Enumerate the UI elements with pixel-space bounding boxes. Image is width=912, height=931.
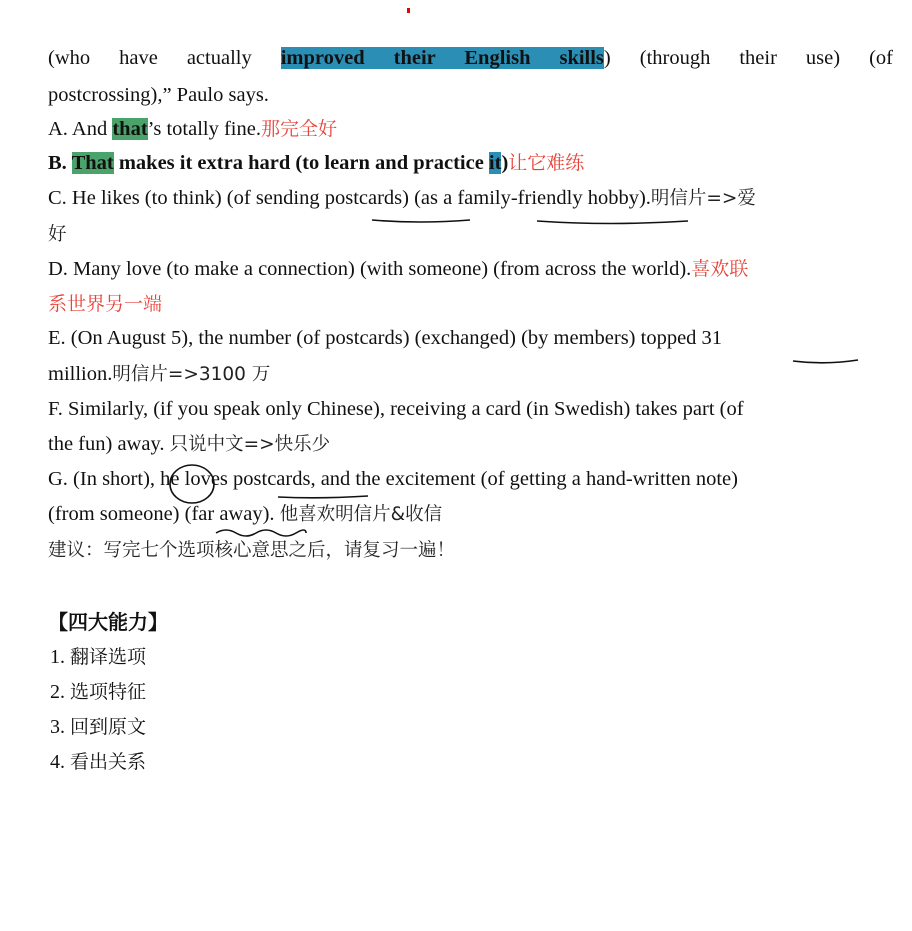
option-d-text: D. Many love (to make a connection) (with someone) (from across the world).: [48, 258, 692, 280]
red-mark: [407, 8, 410, 13]
ability-number: 3.: [50, 716, 65, 738]
ability-item: [50, 643, 146, 671]
option-f: F. Similarly, (if you speak only Chinese), receiving a card (in Swedish) takes part (of: [48, 398, 744, 420]
highlight-that-b: That: [71, 152, 114, 174]
option-e-line-2: [48, 360, 270, 389]
option-c-note: 明信片=>爱: [650, 188, 756, 209]
option-g-line-2: [48, 500, 442, 529]
passage-line-2: postcrossing),” Paulo says.: [48, 84, 269, 106]
option-a: [48, 115, 337, 143]
option-c: [48, 184, 756, 213]
advice-line: [48, 536, 455, 565]
option-b-prefix: B.: [48, 152, 72, 174]
underline-postcards: [372, 220, 470, 222]
option-g-text-2: (from someone) (far away).: [48, 503, 275, 525]
option-g: G. (In short), he loves postcards, and the excitement (of getting a hand-written note): [48, 468, 738, 490]
option-d-note-2: 系世界另一端: [48, 293, 163, 315]
option-a-note: 那完全好: [260, 118, 337, 140]
option-a-prefix: A. And: [48, 118, 113, 140]
ability-number: 2.: [50, 681, 65, 703]
underline-topped: [793, 360, 858, 363]
option-b-note: 让它难练: [508, 152, 585, 174]
advice-text: 建议：写完七个选项核心意思之后，请复习一遍！: [48, 540, 456, 561]
option-d-line-2: [48, 290, 162, 318]
highlight-it: it: [488, 152, 502, 174]
passage-text: (who have actually: [48, 47, 281, 69]
ability-text: 回到原文: [70, 716, 147, 738]
ability-item: [50, 678, 146, 706]
ability-number: 4.: [50, 751, 65, 773]
option-f-note: 只说中文=>快乐少: [169, 434, 331, 455]
option-e: E. (On August 5), the number (of postcards) (exchanged) (by members) topped 31: [48, 327, 723, 349]
underline-family-friendly: [537, 221, 688, 224]
option-c-line-2: [48, 220, 67, 249]
highlighted-phrase: improved their English skills: [280, 47, 604, 69]
option-b-text: makes it extra hard (to learn and practice: [113, 152, 489, 174]
ability-item: [50, 713, 146, 741]
option-d: [48, 255, 748, 283]
option-f-line-2: [48, 430, 330, 459]
underline-postcards-g: [278, 496, 368, 498]
highlight-that: that: [112, 118, 148, 140]
option-b-close: ): [501, 152, 509, 174]
option-e-note: 明信片=>3100 万: [112, 364, 271, 385]
option-e-text-2: million.: [48, 363, 113, 385]
option-a-text: ’s totally fine.: [147, 118, 261, 140]
option-d-note: 喜欢联: [691, 258, 749, 280]
ability-number: 1.: [50, 646, 65, 668]
abilities-heading: 【四大能力】: [48, 610, 168, 634]
ability-text: 翻译选项: [70, 646, 147, 668]
ability-text: 选项特征: [70, 681, 147, 703]
option-b: [48, 149, 584, 177]
ability-item: [50, 748, 146, 776]
passage-line-1: [48, 44, 893, 72]
ability-text: 看出关系: [70, 751, 147, 773]
passage-text: ) (through their use) (of: [603, 47, 893, 69]
option-c-text: C. He likes (to think) (of sending postcards) (as a family-friendly hobby).: [48, 187, 651, 209]
option-c-note-2: 好: [48, 224, 67, 245]
option-g-note: 他喜欢明信片&收信: [279, 504, 443, 525]
option-f-text-2: the fun) away.: [48, 433, 165, 455]
